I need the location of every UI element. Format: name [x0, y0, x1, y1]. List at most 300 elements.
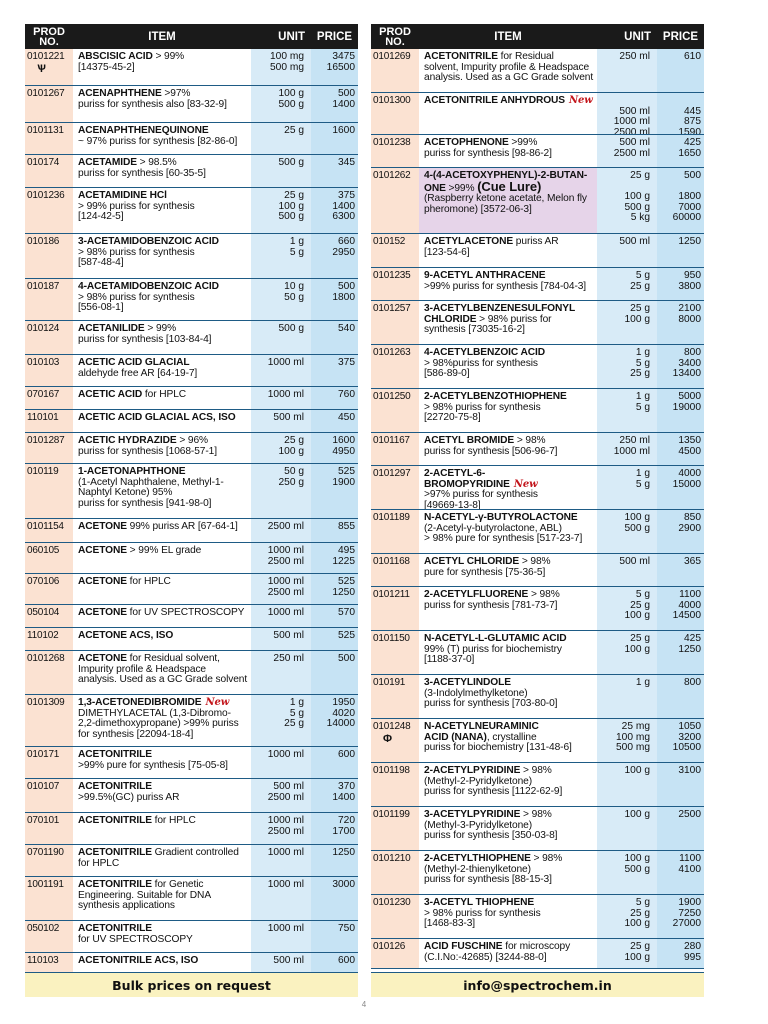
item-description: [419, 135, 597, 167]
prices: 950 3800: [657, 268, 704, 300]
item-description: [419, 433, 597, 465]
prices: 610: [657, 49, 704, 92]
prices: 450: [311, 410, 358, 432]
product-code: 1001191: [25, 877, 73, 920]
unit-sizes: 1 g 5 g 25 g: [251, 695, 311, 746]
item-description: [73, 628, 251, 650]
unit-sizes: 1000 ml: [251, 845, 311, 876]
item-description: [73, 651, 251, 694]
item-description: [73, 321, 251, 354]
unit-sizes: 500 ml: [251, 953, 311, 975]
item-trade-name: (Cue Lure): [477, 178, 542, 194]
prices: 495 1225: [311, 543, 358, 573]
item-detail: ~ 97% puriss for synthesis [82-86-0]: [78, 135, 238, 147]
bulk-prices-banner: Bulk prices on request: [25, 972, 358, 997]
unit-sizes: 25 g 100 g: [597, 631, 657, 674]
table-row: [371, 389, 704, 433]
item-description: [419, 587, 597, 630]
product-code: 0101268: [25, 651, 73, 694]
item-description: [419, 49, 597, 92]
item-name: ACENAPHTHENE: [78, 88, 162, 99]
unit-sizes: 10 g 50 g: [251, 279, 311, 320]
item-detail: for Residual solvent, Impurity profile & Headspace analysis. Used as a GC Grade solvent: [78, 653, 248, 686]
item-description: [73, 155, 251, 187]
item-description: [73, 279, 251, 320]
product-code: 110101: [25, 410, 73, 432]
table-row: [371, 554, 704, 587]
unit-sizes: 500 ml 2500 ml: [597, 135, 657, 167]
item-detail: 99% puriss AR [67-64-1]: [126, 521, 238, 532]
table-row: [25, 321, 358, 355]
item-name: 2-ACETYLFLUORENE: [424, 589, 529, 600]
prices: 2500: [657, 807, 704, 850]
item-name: ACETAMIDE: [78, 157, 137, 168]
unit-sizes: 50 g 250 g: [251, 464, 311, 518]
product-code: 0101287: [25, 433, 73, 463]
product-code: 110103: [25, 953, 73, 975]
table-row: [25, 279, 358, 321]
item-description: [73, 543, 251, 573]
item-name: ACETONE: [78, 545, 127, 556]
table-row: [25, 628, 358, 651]
product-code: 010107: [25, 779, 73, 812]
table-row: [25, 464, 358, 519]
hazard-symbol-icon: Ѱ: [37, 62, 46, 75]
prices: 720 1700: [311, 813, 358, 844]
item-description: [73, 921, 251, 952]
table-row: [25, 123, 358, 155]
product-code: 0101269: [371, 49, 419, 92]
product-code: 0101248 Φ: [371, 719, 419, 762]
prices: 1600: [311, 123, 358, 154]
product-code: 0101150: [371, 631, 419, 674]
unit-sizes: 500 g: [251, 321, 311, 354]
item-description: [419, 851, 597, 894]
unit-sizes: 1000 ml: [251, 355, 311, 386]
prices: 445 875 1590: [657, 93, 704, 134]
unit-sizes: 100 g 500 g: [597, 510, 657, 553]
item-description: [73, 605, 251, 627]
prices: 3000: [311, 877, 358, 920]
table-row: [371, 268, 704, 301]
table-row: [25, 433, 358, 464]
item-detail: > 99% EL grade: [126, 545, 202, 556]
item-detail: Gradient controlled for HPLC: [78, 847, 239, 869]
product-code: 0101131: [25, 123, 73, 154]
item-detail: > 96% puriss for synthesis [1068-57-1]: [78, 435, 217, 457]
prices: 500 1800: [311, 279, 358, 320]
unit-sizes: 1 g 5 g: [597, 389, 657, 432]
item-name: 3-ACETYLPYRIDINE: [424, 809, 521, 820]
table-row: [25, 410, 358, 433]
item-description: [419, 510, 597, 553]
unit-sizes: 1000 ml 2500 ml: [251, 574, 311, 604]
table-row: [371, 234, 704, 268]
item-detail: > 98% (Methyl-2-thienylketone) puriss for synthesis [88-15-3]: [424, 853, 563, 886]
item-detail: (1-Acetyl Naphthalene, Methyl-1- Naphtyl Ketone) 95% puriss for synthesis [941-98-0]: [78, 476, 224, 509]
header-price: PRICE: [662, 30, 699, 43]
table-row: [25, 605, 358, 628]
item-detail: >99% puriss for synthesis [98-86-2]: [424, 137, 552, 159]
product-code: 010174: [25, 155, 73, 187]
item-name: ACETYLACETONE: [424, 236, 514, 247]
table-row: [25, 86, 358, 123]
product-code: 0101297: [371, 466, 419, 509]
unit-sizes: 5 g 25 g: [597, 268, 657, 300]
item-detail: > 99% puriss for synthesis [103-84-4]: [78, 323, 212, 345]
table-row: [371, 345, 704, 389]
item-description: [73, 845, 251, 876]
item-description: [419, 234, 597, 267]
unit-sizes: 100 mg 500 mg: [251, 49, 311, 85]
item-description: [73, 464, 251, 518]
item-name: ACETONITRILE: [78, 879, 152, 890]
item-detail: > 98% puriss for synthesis [587-48-4]: [78, 246, 195, 269]
prices: 600: [311, 953, 358, 975]
item-detail: (2-Acetyl-γ-butyrolactone, ABL) > 98% pure for synthesis [517-23-7]: [424, 522, 583, 545]
hazard-symbol-icon: Φ: [383, 732, 392, 745]
unit-sizes: 25 g 100 g: [597, 301, 657, 344]
item-name: ACETAMIDINE HCl: [78, 190, 167, 201]
prices: 1250: [657, 234, 704, 267]
product-code: 070106: [25, 574, 73, 604]
prices: 3100: [657, 763, 704, 806]
item-name: ACETONE: [78, 607, 127, 618]
unit-sizes: 25 g 100 g: [251, 433, 311, 463]
product-code: 0101263: [371, 345, 419, 388]
product-code: 0101210: [371, 851, 419, 894]
header-unit: UNIT: [278, 30, 305, 43]
new-badge: New: [513, 478, 538, 490]
prices: 375: [311, 355, 358, 386]
table-row: [371, 466, 704, 510]
item-detail: >97% puriss for synthesis [49669-13-8]: [424, 489, 538, 510]
table-row: [25, 747, 358, 779]
item-description: [73, 387, 251, 409]
item-description: [73, 877, 251, 920]
product-code: 0101236: [25, 188, 73, 233]
unit-sizes: 500 ml 2500 ml: [251, 779, 311, 812]
product-code: 0101211: [371, 587, 419, 630]
unit-sizes: 2500 ml: [251, 519, 311, 542]
item-description: [73, 747, 251, 778]
unit-sizes: 1000 ml: [251, 877, 311, 920]
item-name: ACETONITRILE: [78, 923, 152, 934]
unit-sizes: 1 g: [597, 675, 657, 718]
table-row: [25, 355, 358, 387]
product-code: 010171: [25, 747, 73, 778]
header-prod-no: PROD NO.: [379, 25, 411, 48]
item-name: ACETIC ACID: [78, 389, 143, 400]
unit-sizes: 1 g 5 g 25 g: [597, 345, 657, 388]
item-detail: > 99% puriss for synthesis [124-42-5]: [78, 200, 195, 223]
unit-sizes: 1000 ml 2500 ml: [251, 543, 311, 573]
item-name: ACETIC ACID GLACIAL ACS, ISO: [78, 412, 236, 423]
header-unit: UNIT: [624, 30, 651, 43]
item-detail: for Genetic Engineering. Suitable for DNA synthesis applications: [78, 879, 212, 912]
item-description: [419, 268, 597, 300]
product-code: 010187: [25, 279, 73, 320]
product-code: 0101154: [25, 519, 73, 542]
item-description: [419, 168, 597, 233]
prices: 850 2900: [657, 510, 704, 553]
item-name: N-ACETYL-L-GLUTAMIC ACID: [424, 633, 567, 644]
prices: 600: [311, 747, 358, 778]
item-detail: > 98.5% puriss for synthesis [60-35-5]: [78, 157, 206, 179]
item-name: 3-ACETYLBENZENESULFONYL CHLORIDE: [424, 303, 576, 325]
product-code: 0101309: [25, 695, 73, 746]
unit-sizes: 5 g 25 g 100 g: [597, 587, 657, 630]
product-code: 0101221 Ѱ: [25, 49, 73, 85]
item-name: 2-ACETYL-6-BROMOPYRIDINE: [424, 468, 510, 490]
item-description: [73, 813, 251, 844]
unit-sizes: 500 ml: [251, 628, 311, 650]
item-description: [73, 234, 251, 278]
prices: 750: [311, 921, 358, 952]
unit-sizes: 250 ml: [251, 651, 311, 694]
prices: 425 1250: [657, 631, 704, 674]
product-code: 0101189: [371, 510, 419, 553]
item-name: 3-ACETYLINDOLE: [424, 677, 511, 688]
page-number: 4: [361, 1000, 367, 1009]
table-row: [25, 695, 358, 747]
product-code: 0101300: [371, 93, 419, 134]
prices: 1950 4020 14000: [311, 695, 358, 746]
prices: 800 3400 13400: [657, 345, 704, 388]
table-row: [25, 234, 358, 279]
table-row: [371, 851, 704, 895]
prices: 800: [657, 675, 704, 718]
table-row: [25, 155, 358, 188]
table-row: [371, 719, 704, 763]
table-row: [25, 845, 358, 877]
table-row: [371, 675, 704, 719]
table-row: [25, 651, 358, 695]
item-detail: > 98% puriss for synthesis [1468-83-3]: [424, 907, 541, 930]
prices: 760: [311, 387, 358, 409]
unit-sizes: 1 g 5 g: [251, 234, 311, 278]
prices: 500 1400: [311, 86, 358, 122]
item-description: [419, 301, 597, 344]
item-detail: for microscopy (C.I.No:-42685) [3244-88-0]: [424, 941, 571, 963]
header-item: ITEM: [148, 30, 176, 43]
unit-sizes: 1000 ml: [251, 747, 311, 778]
prices: 1350 4500: [657, 433, 704, 465]
product-code: 050102: [25, 921, 73, 952]
table-row: [371, 510, 704, 554]
unit-sizes: 25 g 100 g 500 g 5 kg: [597, 168, 657, 233]
prices: 855: [311, 519, 358, 542]
unit-sizes: 250 ml 1000 ml: [597, 433, 657, 465]
item-name: 9-ACETYL ANTHRACENE: [424, 270, 546, 281]
unit-sizes: 100 g 500 g: [251, 86, 311, 122]
product-code: 010126: [371, 939, 419, 968]
unit-sizes: 1000 ml: [251, 387, 311, 409]
item-name: ACETIC HYDRAZIDE: [78, 435, 177, 446]
item-detail: for UV SPECTROSCOPY: [126, 607, 245, 618]
item-description: [73, 433, 251, 463]
item-name: ACETYL BROMIDE: [424, 435, 515, 446]
table-row: [371, 895, 704, 939]
table-row: [25, 813, 358, 845]
item-detail: for HPLC: [126, 576, 171, 587]
unit-sizes: 1000 ml: [251, 605, 311, 627]
table-header: [25, 24, 358, 49]
item-name: 4-ACETYLBENZOIC ACID: [424, 347, 546, 358]
prices: 525: [311, 628, 358, 650]
table-row: [25, 877, 358, 921]
item-description: [73, 779, 251, 812]
item-description: [419, 675, 597, 718]
product-code: 010119: [25, 464, 73, 518]
item-description: [73, 123, 251, 154]
item-detail: for HPLC: [142, 389, 187, 400]
prices: 540: [311, 321, 358, 354]
prices: 1100 4000 14500: [657, 587, 704, 630]
prices: 570: [311, 605, 358, 627]
unit-sizes: 100 g: [597, 763, 657, 806]
product-code: 0101250: [371, 389, 419, 432]
item-name: 3-ACETYL THIOPHENE: [424, 897, 535, 908]
item-name: 1-ACETONAPHTHONE: [78, 466, 186, 477]
item-name: 1,3-ACETONEDIBROMIDE: [78, 697, 202, 708]
prices: 1100 4100: [657, 851, 704, 894]
unit-sizes: 25 g 100 g: [597, 939, 657, 968]
item-name: ACETANILIDE: [78, 323, 145, 334]
product-code: 0101168: [371, 554, 419, 586]
item-detail: aldehyde free AR [64-19-7]: [78, 367, 198, 379]
item-description: [419, 93, 597, 134]
table-row: [371, 587, 704, 631]
unit-sizes: 250 ml: [597, 49, 657, 92]
header-price: PRICE: [316, 30, 353, 43]
item-detail: > 98% puriss for synthesis [556-08-1]: [78, 291, 195, 314]
item-description: [419, 631, 597, 674]
item-name: N-ACETYLNEURAMINIC ACID (NANA): [424, 721, 539, 743]
unit-sizes: 500 ml 1000 ml 2500 ml: [597, 93, 657, 134]
product-code: 110102: [25, 628, 73, 650]
product-code: 070101: [25, 813, 73, 844]
prices: 4000 15000: [657, 466, 704, 509]
unit-sizes: 25 g 100 g 500 g: [251, 188, 311, 233]
item-detail: >99.5%(GC) puriss AR: [78, 791, 180, 803]
unit-sizes: 500 g: [251, 155, 311, 187]
prices: 500: [311, 651, 358, 694]
product-code: 050104: [25, 605, 73, 627]
item-name: ACID FUSCHINE: [424, 941, 503, 952]
item-description: [419, 719, 597, 762]
table-row: [371, 301, 704, 345]
item-detail: > 98% puriss for synthesis [781-73-7]: [424, 589, 560, 611]
item-description: [73, 188, 251, 233]
item-description: [419, 466, 597, 509]
item-name: 2-ACETYLTHIOPHENE: [424, 853, 531, 864]
product-code: 0101167: [371, 433, 419, 465]
item-detail: DIMETHYLACETAL (1,3-Dibromo- 2,2-dimethoxypropane) >99% puriss for synthesis [22094-18-4]: [78, 707, 239, 740]
product-code: 010191: [371, 675, 419, 718]
table-row: [25, 574, 358, 605]
product-code: 070167: [25, 387, 73, 409]
product-code: 0101235: [371, 268, 419, 300]
item-detail: > 98% (Methyl-3-Pyridylketone) puriss for synthesis [350-03-8]: [424, 809, 558, 842]
prices: 500 1800 7000 60000: [657, 168, 704, 233]
item-description: [419, 554, 597, 586]
item-name: 4-(4-ACETOXYPHENYL)-2-BUTAN- ONE: [424, 170, 588, 194]
table-row: [371, 168, 704, 234]
product-table-left: [25, 24, 358, 976]
prices: 1900 7250 27000: [657, 895, 704, 938]
product-code: 060105: [25, 543, 73, 573]
item-description: [73, 574, 251, 604]
item-name: ACETOPHENONE: [424, 137, 509, 148]
table-row: [25, 519, 358, 543]
table-rows-left: [25, 49, 358, 976]
prices: 425 1650: [657, 135, 704, 167]
unit-sizes: 25 mg 100 mg 500 mg: [597, 719, 657, 762]
unit-sizes: 5 g 25 g 100 g: [597, 895, 657, 938]
product-code: 0101267: [25, 86, 73, 122]
table-row: [25, 387, 358, 410]
item-detail: for HPLC: [151, 815, 196, 826]
prices: 2100 8000: [657, 301, 704, 344]
item-name: ACETONITRILE ANHYDROUS: [424, 95, 565, 106]
item-name: ABSCISIC ACID: [78, 51, 153, 62]
product-code: 010152: [371, 234, 419, 267]
prices: 345: [311, 155, 358, 187]
item-name: ACETONITRILE: [78, 847, 152, 858]
item-description: [419, 807, 597, 850]
item-name: 2-ACETYLPYRIDINE: [424, 765, 521, 776]
item-description: [73, 519, 251, 542]
product-code: 010186: [25, 234, 73, 278]
item-name: ACETONITRILE: [424, 51, 498, 62]
item-detail: (3-Indolylmethylketone) puriss for synthesis [703-80-0]: [424, 687, 558, 710]
item-description: [419, 763, 597, 806]
item-name: 3-ACETAMIDOBENZOIC ACID: [78, 236, 219, 247]
unit-sizes: 500 ml: [251, 410, 311, 432]
prices: 370 1400: [311, 779, 358, 812]
table-row: [371, 763, 704, 807]
item-detail: > 98% pure for synthesis [75-36-5]: [424, 556, 551, 578]
item-name: N-ACETYL-γ-BUTYROLACTONE: [424, 512, 578, 523]
unit-sizes: 500 ml: [597, 234, 657, 267]
item-name: ACETONE: [78, 576, 127, 587]
table-row: [371, 49, 704, 93]
item-detail: > 98% puriss for synthesis [73035-16-2]: [424, 313, 552, 336]
prices: 5000 19000: [657, 389, 704, 432]
item-detail: > 98% puriss for synthesis [506-96-7]: [424, 435, 558, 457]
product-code: 0101198: [371, 763, 419, 806]
table-row: [371, 631, 704, 675]
item-description: [73, 410, 251, 432]
item-name: ACETONITRILE: [78, 781, 152, 792]
item-description: [73, 695, 251, 746]
email-contact[interactable]: info@spectrochem.in: [371, 972, 704, 997]
unit-sizes: 1000 ml: [251, 921, 311, 952]
table-row: [371, 807, 704, 851]
product-code: 010124: [25, 321, 73, 354]
new-badge: New: [569, 95, 593, 106]
item-detail: > 98% puriss for synthesis [22720-75-8]: [424, 401, 541, 424]
item-detail: > 98%puriss for synthesis [586-89-0]: [424, 357, 538, 380]
prices: 375 1400 6300: [311, 188, 358, 233]
item-name: ACETONE: [78, 521, 127, 532]
table-row: [25, 188, 358, 234]
new-badge: New: [205, 697, 230, 708]
item-detail: 99% (T) puriss for biochemistry [1188-37-0]: [424, 643, 562, 666]
table-row: [371, 135, 704, 168]
prices: 1250: [311, 845, 358, 876]
